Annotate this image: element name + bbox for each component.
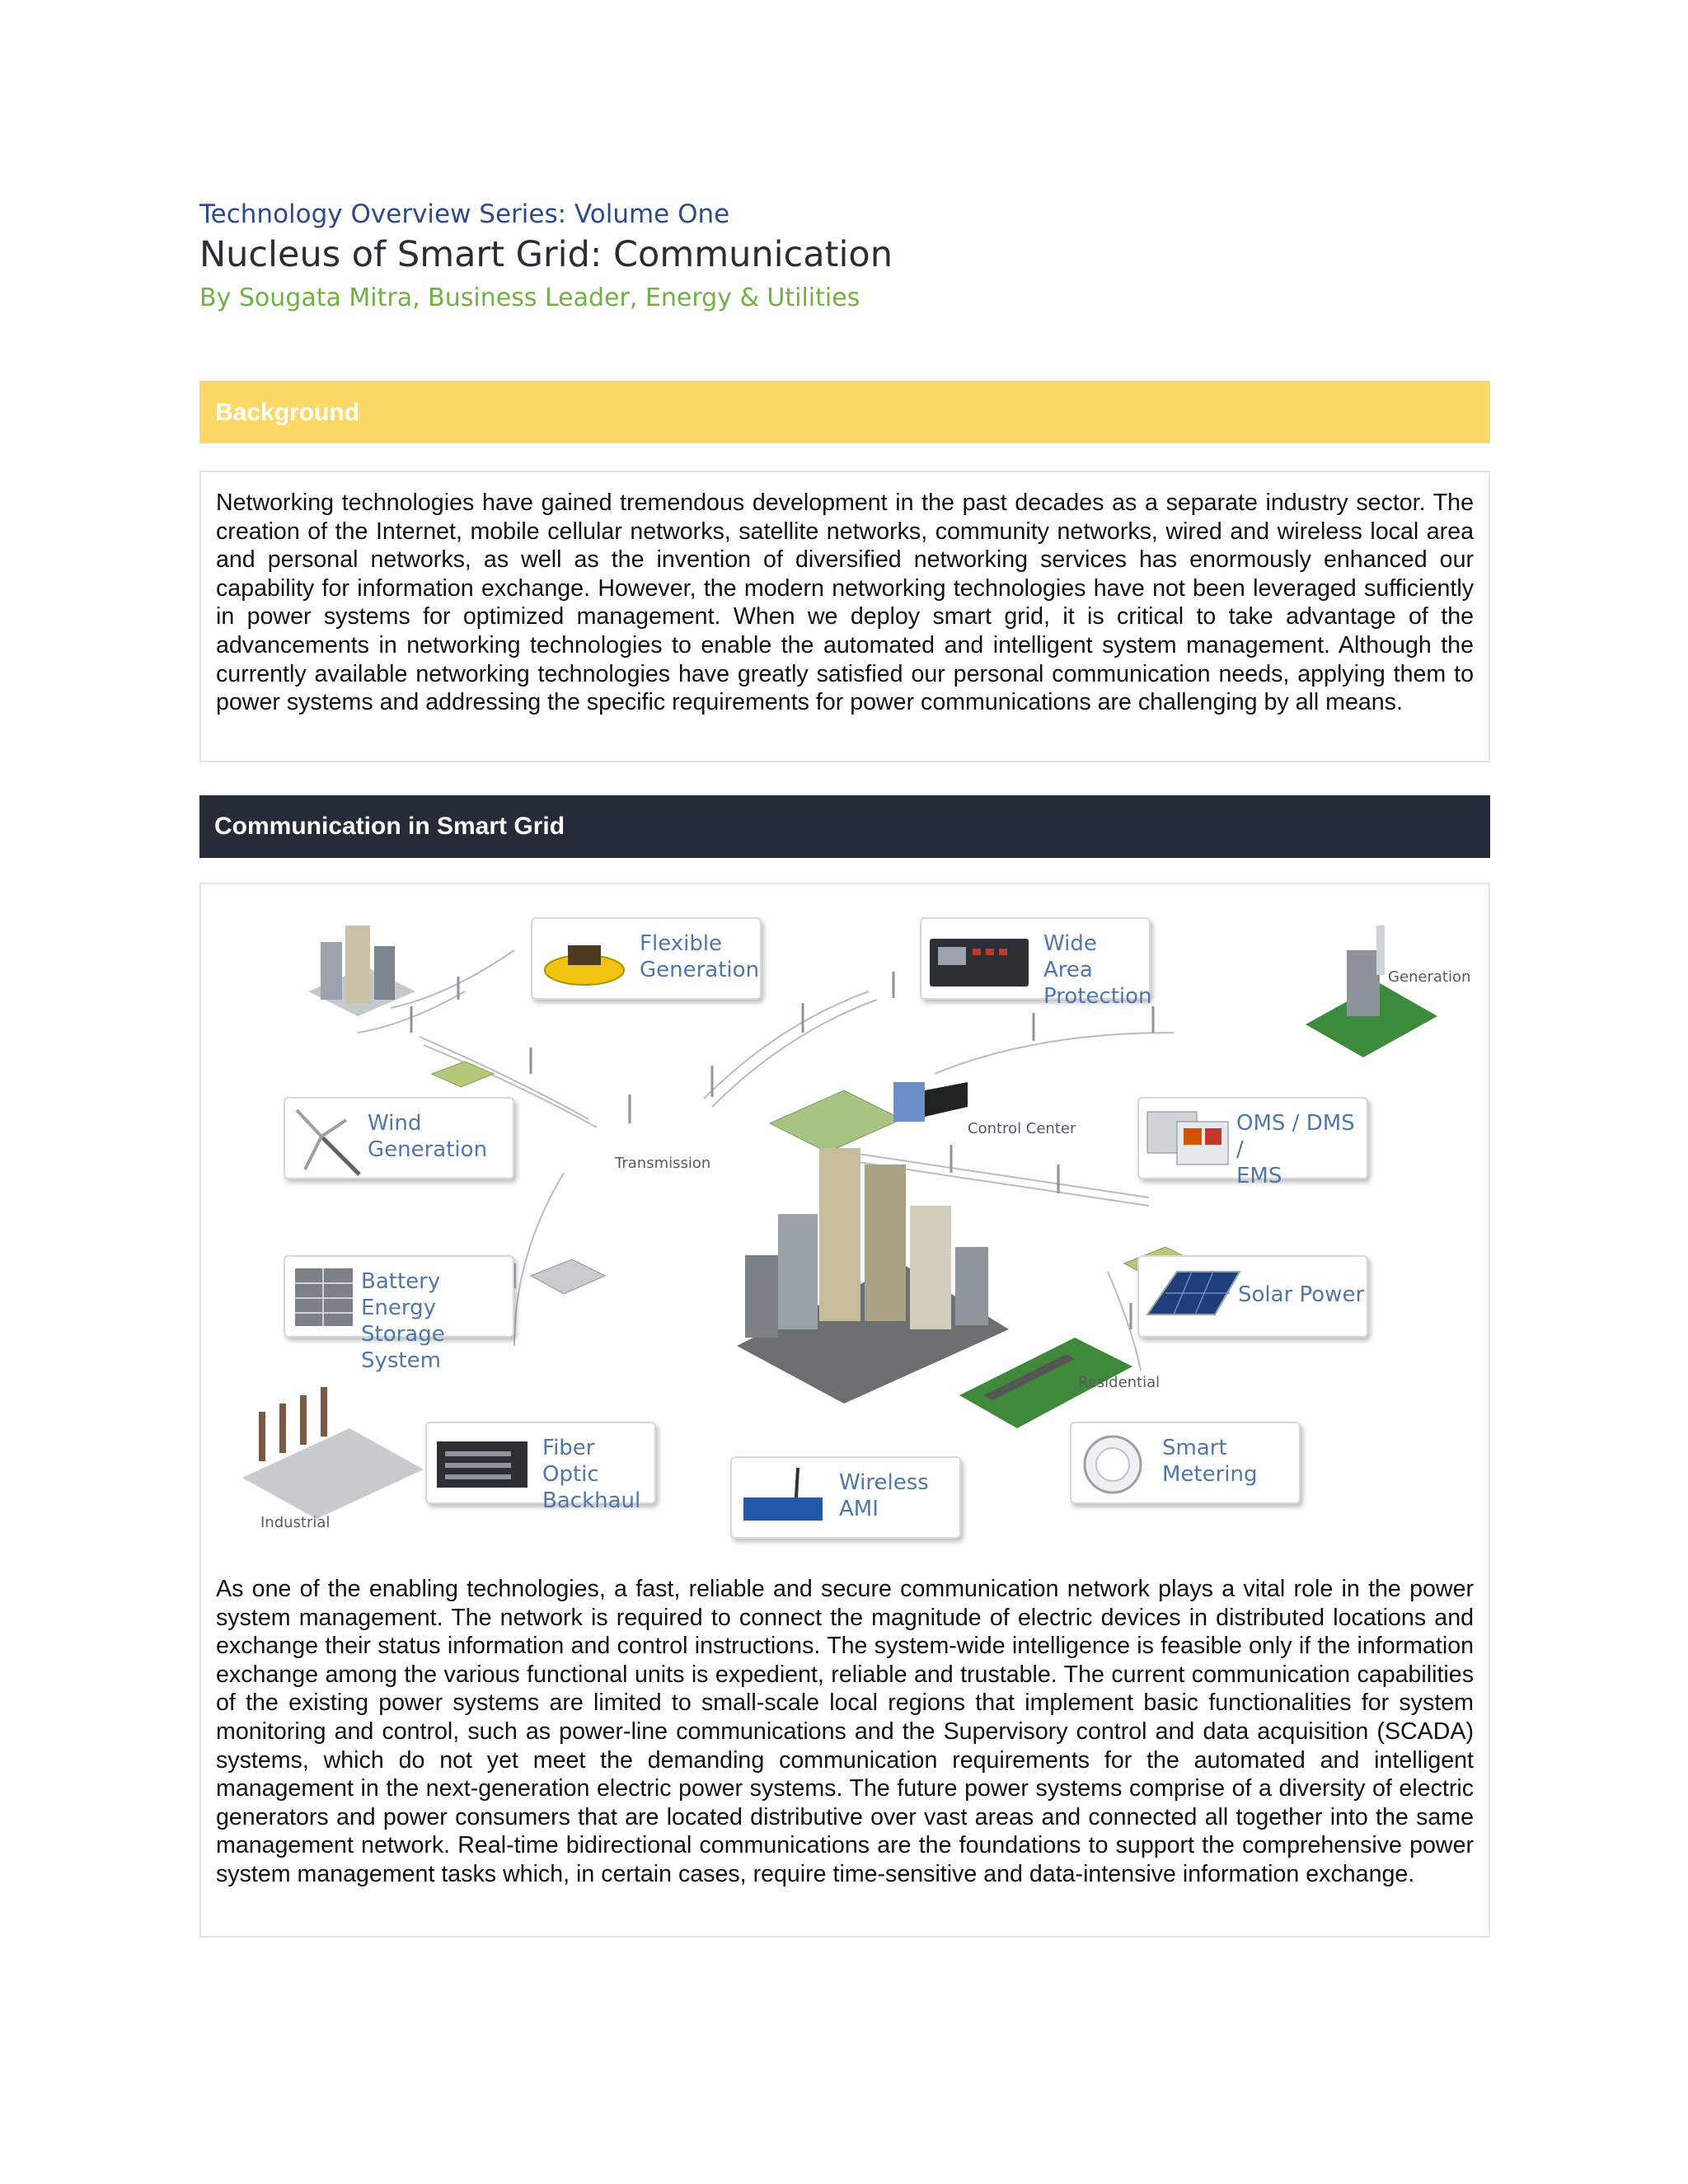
wide-area-protection-line1: Wide Area bbox=[1043, 931, 1097, 982]
flexible-generation-icon bbox=[539, 927, 630, 993]
fiber-optic-line1: Fiber Optic bbox=[542, 1436, 599, 1487]
label-generation: Generation bbox=[1388, 968, 1471, 986]
smart-metering-line1: Smart bbox=[1162, 1436, 1227, 1460]
background-heading: Background bbox=[199, 381, 1490, 443]
generation-plant bbox=[1306, 926, 1437, 1057]
communication-heading: Communication in Smart Grid bbox=[199, 795, 1490, 858]
battery-storage-line1: Battery Energy bbox=[361, 1269, 441, 1320]
battery-cabinet-icon bbox=[292, 1265, 358, 1331]
callout-wireless-ami bbox=[730, 1456, 961, 1539]
communication-panel bbox=[199, 883, 1490, 1938]
top-left-city bbox=[308, 926, 415, 1016]
flexible-generation-line1: Flexible bbox=[640, 931, 723, 956]
label-industrial: Industrial bbox=[260, 1514, 331, 1531]
document-header bbox=[199, 198, 1502, 315]
author-byline: By Sougata Mitra, Business Leader, Energy & Utilities bbox=[199, 284, 860, 312]
callout-flexible-generation bbox=[531, 917, 762, 1000]
callout-smart-metering bbox=[1070, 1422, 1301, 1504]
wind-generation-line1: Wind bbox=[368, 1111, 422, 1136]
wind-turbine-icon bbox=[288, 1104, 371, 1178]
smart-metering-line2: Metering bbox=[1162, 1462, 1258, 1487]
callout-battery-storage bbox=[284, 1255, 514, 1373]
wide-area-protection-line2: Protection bbox=[1043, 984, 1152, 1009]
callout-wind-generation bbox=[284, 1097, 514, 1179]
communication-paragraph: As one of the enabling technologies, a fast, reliable and secure communication network plays a vital role in the power system management. The network is required to connect the magnitude of electric devices in distributed locations and exchange their status information and control instructions. The system-wide intelligence is feasible only if the information exchange among the various functional units is expedient, reliable and trustable. The current communication capabilities of the existing power systems are limited to small-scale local regions that implement basic functionalities for system monitoring and control, such as power-line communications and the Supervisory control and data acquisition (SCADA) systems, which do not yet meet the demanding communication requirements for the automated and intelligent management in the next-generation electric power systems. The future power systems comprise of a diversity of electric generators and power consumers that are located distributive over vast areas and connected all together into the same management network. Real-time bidirectional communications are the foundations to support the comprehensive power system management tasks which, in certain cases, require time-sensitive and data-intensive information exchange. bbox=[216, 1576, 1474, 1887]
label-transmission: Transmission bbox=[615, 1155, 711, 1172]
solar-power-label: Solar Power bbox=[1238, 1282, 1365, 1307]
battery-storage-line2: Storage System bbox=[361, 1322, 445, 1373]
callout-solar-power bbox=[1137, 1255, 1368, 1338]
industrial-area bbox=[242, 1387, 424, 1519]
fiber-optic-line2: Backhaul bbox=[542, 1488, 641, 1513]
callout-fiber-optic bbox=[425, 1422, 656, 1513]
background-paragraph: Networking technologies have gained tremendous development in the past decades as a separate industry sector. The creation of the Internet, mobile cellular networks, satellite networks, community networks, wired and wireless local area and personal networks, as well as the invention of diversified networking services has enormously enhanced our capability for information exchange. However, the modern networking technologies have not been leveraged sufficiently in power systems for optimized management. When we deploy smart grid, it is critical to take advantage of the advancements in networking technologies to enable the automated and intelligent system management. Although the currently available networking technologies have greatly satisfied our personal communication needs, applying them to power systems and addressing the specific requirements for power communications are challenging by all means. bbox=[216, 490, 1474, 716]
smart-meter-icon bbox=[1080, 1432, 1154, 1497]
label-control-center: Control Center bbox=[968, 1120, 1076, 1137]
oms-dms-ems-line1: OMS / DMS / bbox=[1236, 1111, 1355, 1162]
monitor-screens-icon bbox=[1144, 1105, 1235, 1176]
wind-generation-line2: Generation bbox=[368, 1137, 488, 1162]
flexible-generation-line2: Generation bbox=[640, 958, 760, 982]
label-residential: Residential bbox=[1078, 1374, 1160, 1391]
background-panel bbox=[199, 471, 1490, 762]
series-title: Technology Overview Series: Volume One bbox=[199, 199, 730, 229]
wireless-ami-line1: Wireless bbox=[839, 1470, 929, 1495]
callout-wide-area-protection bbox=[920, 917, 1152, 1009]
page-title: Nucleus of Smart Grid: Communication bbox=[199, 234, 893, 275]
control-center-area bbox=[770, 1082, 968, 1152]
central-city bbox=[737, 1148, 1009, 1404]
solar-panel-icon bbox=[1144, 1265, 1243, 1331]
oms-dms-ems-line2: EMS bbox=[1236, 1164, 1282, 1188]
smart-grid-diagram bbox=[242, 901, 1471, 1560]
callout-oms-dms-ems bbox=[1137, 1097, 1368, 1188]
network-switch-icon bbox=[434, 1435, 532, 1493]
wireless-router-icon bbox=[738, 1465, 829, 1530]
substation-3 bbox=[531, 1259, 605, 1294]
wireless-ami-line2: AMI bbox=[839, 1497, 879, 1521]
protection-relay-icon bbox=[926, 927, 1034, 993]
